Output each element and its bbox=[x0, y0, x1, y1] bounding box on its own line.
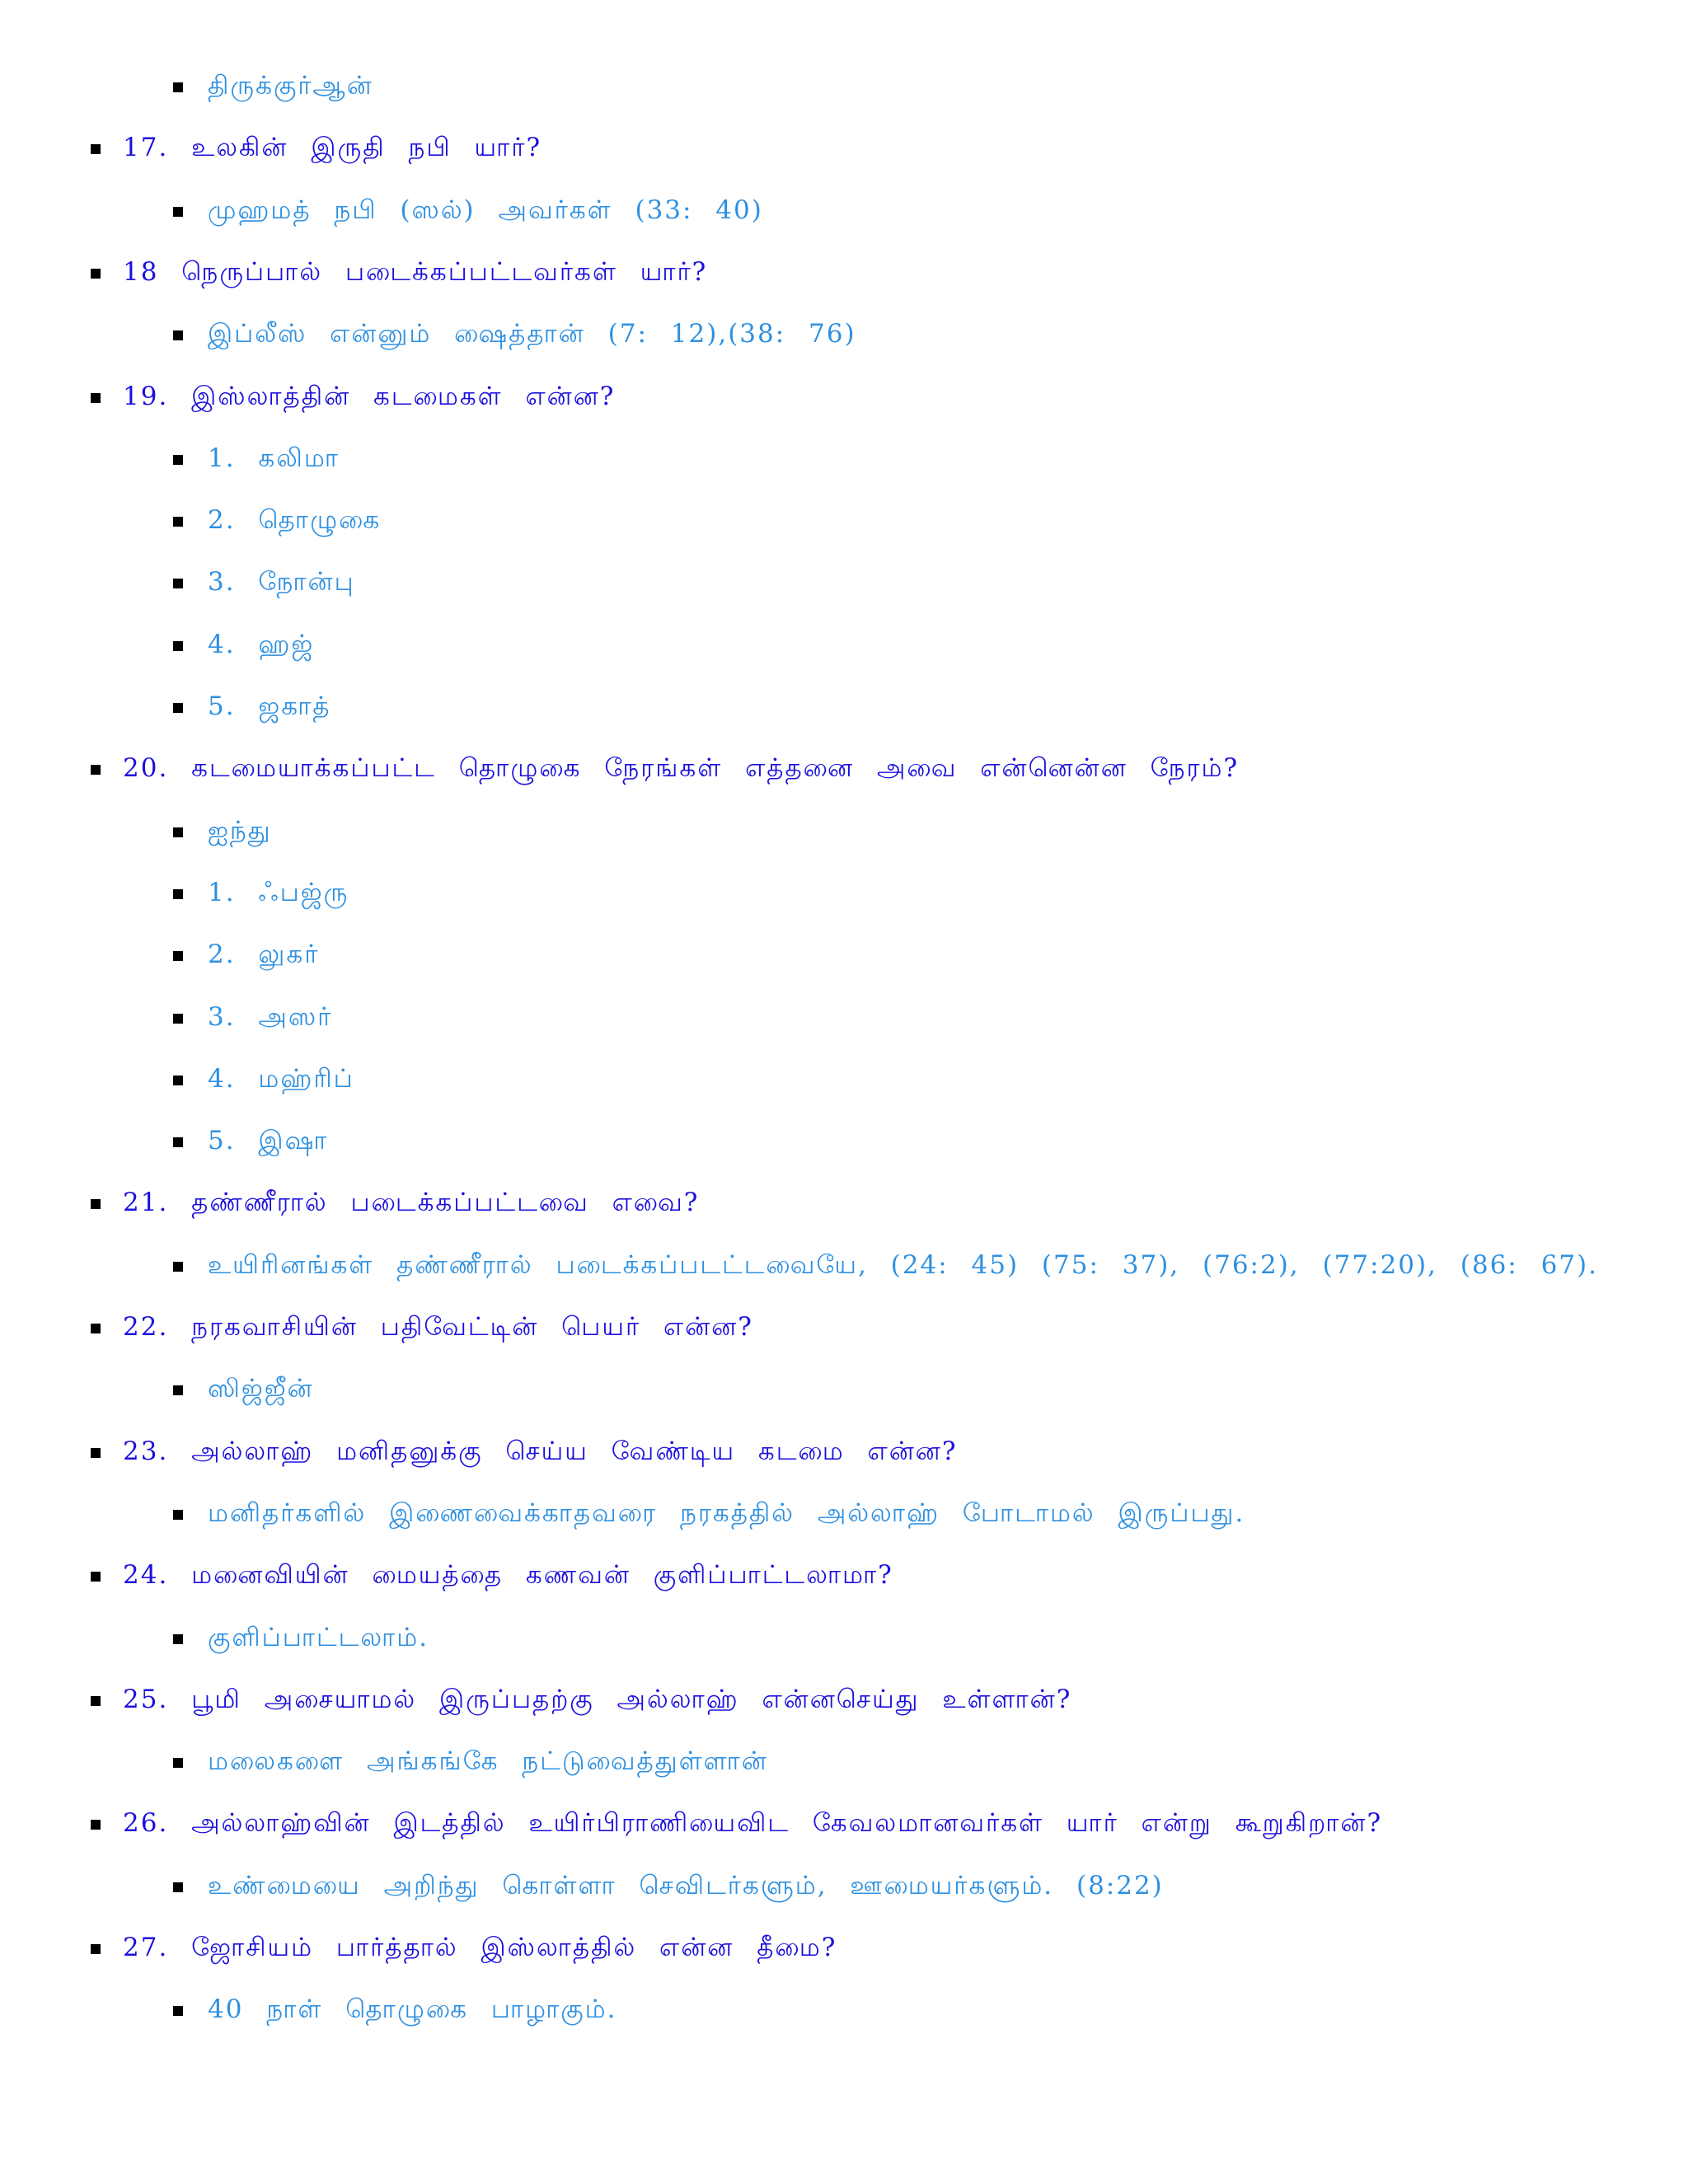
answer-text: மலைகளை அங்கங்கே நட்டுவைத்துள்ளான் bbox=[208, 1746, 768, 1776]
answer-item bbox=[173, 435, 340, 485]
bullet-square-icon bbox=[173, 579, 183, 588]
answer-text: திருக்குர்ஆன் bbox=[208, 71, 373, 101]
answer-text: 2. தொழுகை bbox=[208, 505, 382, 535]
bullet-square-icon bbox=[91, 1199, 101, 1209]
answer-text: உண்மையை அறிந்து கொள்ளா செவிடர்களும், ஊமையர்களும். (8:22) bbox=[208, 1871, 1164, 1900]
answer-item bbox=[173, 1366, 314, 1415]
answer-item bbox=[173, 994, 332, 1043]
bullet-square-icon bbox=[91, 269, 101, 279]
answer-text: 3. அஸர் bbox=[208, 1002, 333, 1032]
question-item bbox=[91, 1552, 893, 1601]
bullet-square-icon bbox=[173, 1262, 183, 1272]
bullet-square-icon bbox=[173, 517, 183, 527]
answer-text: உயிரினங்கள் தண்ணீரால் படைக்கப்படட்டவையே, (24: 45) (75: 37), (76:2), (77:20), (86: 67). bbox=[208, 1250, 1598, 1280]
answer-item bbox=[173, 869, 349, 919]
bullet-square-icon bbox=[173, 330, 183, 340]
question-item bbox=[91, 1676, 1071, 1726]
answer-text: 5. இஷா bbox=[208, 1126, 329, 1155]
bullet-square-icon bbox=[173, 889, 183, 899]
answer-text: முஹமத் நபி (ஸல்) அவர்கள் (33: 40) bbox=[208, 195, 763, 225]
answer-text: இப்லீஸ் என்னும் ஷைத்தான் (7: 12),(38: 76) bbox=[208, 319, 856, 349]
question-text: 21. தண்ணீரால் படைக்கப்பட்டவை எவை? bbox=[123, 1188, 700, 1217]
question-item bbox=[91, 745, 1239, 794]
answer-item bbox=[173, 1056, 354, 1105]
answer-text: 3. நோன்பு bbox=[208, 567, 355, 597]
question-text: 26. அல்லாஹ்வின் இடத்தில் உயிர்பிராணியைவிட கேவலமானவர்கள் யார் என்று கூறுகிறான்? bbox=[123, 1808, 1383, 1838]
bullet-square-icon bbox=[173, 82, 183, 92]
answer-item bbox=[173, 808, 272, 857]
answer-text: 2. லுகர் bbox=[208, 940, 320, 969]
answer-item bbox=[173, 1738, 768, 1788]
bullet-square-icon bbox=[173, 1137, 183, 1147]
bullet-square-icon bbox=[91, 1944, 101, 1954]
answer-item bbox=[173, 1242, 1598, 1291]
bullet-square-icon bbox=[173, 1634, 183, 1644]
bullet-square-icon bbox=[91, 1820, 101, 1830]
answer-item bbox=[173, 1490, 1245, 1540]
answer-text: 4. ஹஜ் bbox=[208, 630, 315, 659]
bullet-square-icon bbox=[91, 765, 101, 775]
answer-text: 40 நாள் தொழுகை பாழாகும். bbox=[208, 1994, 617, 2024]
bullet-square-icon bbox=[173, 1510, 183, 1520]
answer-item bbox=[173, 497, 381, 546]
answer-item bbox=[173, 1118, 328, 1167]
question-item bbox=[91, 1800, 1382, 1849]
question-text: 20. கடமையாக்கப்பட்ட தொழுகை நேரங்கள் எத்தனை அவை என்னென்ன நேரம்? bbox=[123, 753, 1240, 783]
answer-item bbox=[173, 311, 856, 360]
question-text: 25. பூமி அசையாமல் இருப்பதற்கு அல்லாஹ் என்னசெய்து உள்ளான்? bbox=[123, 1685, 1072, 1714]
answer-item bbox=[173, 559, 355, 608]
answer-text: ஐந்து bbox=[208, 816, 272, 846]
answer-text: 1. ஃபஜ்ரு bbox=[208, 878, 349, 907]
answer-item bbox=[173, 931, 319, 981]
bullet-square-icon bbox=[91, 393, 101, 403]
question-text: 23. அல்லாஹ் மனிதனுக்கு செய்ய வேண்டிய கடமை என்ன? bbox=[123, 1436, 958, 1466]
bullet-square-icon bbox=[91, 144, 101, 154]
question-item bbox=[91, 373, 615, 423]
answer-text: 5. ஜகாத் bbox=[208, 691, 331, 721]
bullet-square-icon bbox=[173, 1882, 183, 1892]
bullet-square-icon bbox=[173, 1758, 183, 1768]
answer-item bbox=[173, 683, 331, 733]
question-text: 19. இஸ்லாத்தின் கடமைகள் என்ன? bbox=[123, 382, 616, 411]
bullet-square-icon bbox=[173, 827, 183, 837]
answer-item bbox=[173, 1863, 1164, 1912]
question-text: 24. மனைவியின் மையத்தை கணவன் குளிப்பாட்டலாமா? bbox=[123, 1560, 893, 1590]
bullet-square-icon bbox=[173, 207, 183, 217]
answer-item bbox=[173, 1986, 617, 2036]
question-item bbox=[91, 124, 542, 174]
question-text: 27. ஜோசியம் பார்த்தால் இஸ்லாத்தில் என்ன தீமை? bbox=[123, 1933, 837, 1962]
answer-text: குளிப்பாட்டலாம். bbox=[208, 1623, 429, 1652]
answer-text: ஸிஜ்ஜீன் bbox=[208, 1374, 314, 1404]
answer-item bbox=[173, 63, 373, 112]
bullet-square-icon bbox=[173, 951, 183, 961]
question-text: 18 நெருப்பால் படைக்கப்பட்டவர்கள் யார்? bbox=[123, 257, 708, 287]
bullet-square-icon bbox=[91, 1324, 101, 1333]
bullet-square-icon bbox=[173, 641, 183, 651]
question-item bbox=[91, 1924, 837, 1974]
bullet-square-icon bbox=[91, 1696, 101, 1706]
bullet-square-icon bbox=[173, 1014, 183, 1024]
question-item bbox=[91, 1304, 753, 1353]
question-text: 22. நரகவாசியின் பதிவேட்டின் பெயர் என்ன? bbox=[123, 1312, 753, 1342]
bullet-square-icon bbox=[91, 1448, 101, 1458]
bullet-square-icon bbox=[91, 1572, 101, 1582]
bullet-square-icon bbox=[173, 2006, 183, 2016]
answer-item bbox=[173, 621, 314, 671]
answer-item bbox=[173, 187, 763, 237]
answer-item bbox=[173, 1615, 429, 1664]
question-text: 17. உலகின் இருதி நபி யார்? bbox=[123, 133, 542, 162]
bullet-square-icon bbox=[173, 703, 183, 713]
bullet-square-icon bbox=[173, 455, 183, 465]
bullet-square-icon bbox=[173, 1076, 183, 1085]
answer-text: 1. கலிமா bbox=[208, 443, 340, 473]
question-item bbox=[91, 1179, 699, 1229]
answer-text: மனிதர்களில் இணைவைக்காதவரை நரகத்தில் அல்லாஹ் போடாமல் இருப்பது. bbox=[208, 1498, 1245, 1528]
bullet-square-icon bbox=[173, 1385, 183, 1395]
answer-text: 4. மஹ்ரிப் bbox=[208, 1064, 354, 1094]
question-item bbox=[91, 1428, 957, 1478]
question-item bbox=[91, 249, 707, 298]
